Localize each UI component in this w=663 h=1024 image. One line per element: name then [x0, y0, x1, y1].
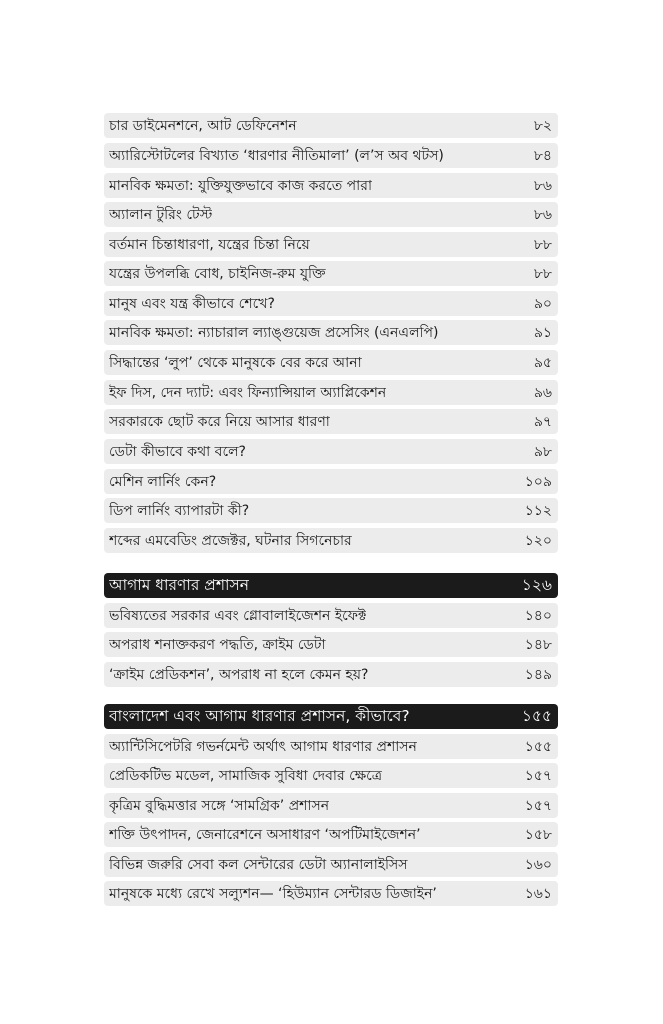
entry-title: সরকারকে ছোট করে নিয়ে আসার ধারণা — [109, 413, 330, 430]
entry-title: শব্দের এমবেডিং প্রজেক্টর, ঘটনার সিগনেচার — [109, 532, 352, 549]
entry-page: ৮৬ — [533, 206, 552, 223]
entry-title: অ্যারিস্টোটলের বিখ্যাত ‘ধারণার নীতিমালা’ (ল’স অব থটস) — [109, 147, 444, 164]
toc-entry — [104, 469, 558, 494]
toc-entry — [104, 822, 558, 847]
entry-page: ১৬০ — [524, 856, 552, 873]
toc-entry — [104, 143, 558, 168]
entry-page: ১৪৮ — [524, 636, 552, 653]
entry-page: ১৫৭ — [524, 797, 552, 814]
entry-page: ১৫৭ — [524, 767, 552, 784]
entry-title: চার ডাইমেনশনে, আট ডেফিনেশন — [109, 117, 297, 134]
entry-page: ১৫৫ — [524, 738, 552, 755]
toc-entry — [104, 439, 558, 464]
entry-title: যন্ত্রের উপলব্ধি বোধ, চাইনিজ-রুম যুক্তি — [109, 265, 326, 282]
toc-entry — [104, 603, 558, 628]
toc-entry — [104, 113, 558, 138]
entry-title: ইফ দিস, দেন দ্যাট: এবং ফিন্যান্সিয়াল অ্যাপ্লিকেশন — [109, 384, 387, 401]
entry-title: অপরাধ শনাক্তকরণ পদ্ধতি, ক্রাইম ডেটা — [109, 636, 326, 653]
toc-entry — [104, 734, 558, 759]
entry-page: ১২০ — [524, 532, 552, 549]
toc-entry — [104, 793, 558, 818]
entry-page: ১৪০ — [524, 607, 552, 624]
entry-title: বর্তমান চিন্তাধারণা, যন্ত্রের চিন্তা নিয়ে — [109, 236, 310, 253]
entry-page: ৮৮ — [533, 236, 552, 253]
chapter-header — [104, 573, 558, 598]
entry-page: ৮২ — [533, 117, 552, 134]
entry-title: অ্যান্টিসিপেটরি গভর্নমেন্ট অর্থাৎ আগাম ধারণার প্রশাসন — [109, 738, 417, 755]
chapter-page: ১২৬ — [521, 575, 552, 594]
entry-page: ৯৭ — [533, 413, 552, 430]
entry-title: কৃত্রিম বুদ্ধিমত্তার সঙ্গে ‘সামগ্রিক’ প্রশাসন — [109, 797, 330, 814]
entry-page: ৯৬ — [533, 384, 552, 401]
entry-page: ৯৫ — [533, 354, 552, 371]
entry-page: ৯৮ — [533, 443, 552, 460]
toc-entry — [104, 350, 558, 375]
entry-page: ৮৪ — [533, 147, 552, 164]
entry-page: ৯০ — [533, 295, 552, 312]
entry-title: ডিপ লার্নিং ব্যাপারটা কী? — [109, 502, 250, 519]
toc-entry — [104, 632, 558, 657]
entry-title: মানুষ এবং যন্ত্র কীভাবে শেখে? — [109, 295, 275, 312]
entry-page: ১৪৯ — [524, 666, 552, 683]
entry-page: ১৬১ — [524, 885, 552, 902]
entry-title: মানবিক ক্ষমতা: যুক্তিযুক্তভাবে কাজ করতে পারা — [109, 177, 373, 194]
toc-entry — [104, 852, 558, 877]
toc-entry — [104, 380, 558, 405]
toc-entry — [104, 261, 558, 286]
toc-entry — [104, 173, 558, 198]
toc-entry — [104, 320, 558, 345]
toc-entry — [104, 662, 558, 687]
entry-title: মানবিক ক্ষমতা: ন্যাচারাল ল্যাঙ্গুয়েজ প্রসেসিং (এনএলপি) — [109, 324, 439, 341]
toc-entry — [104, 763, 558, 788]
entry-page: ৮৮ — [533, 265, 552, 282]
entry-title: বিভিন্ন জরুরি সেবা কল সেন্টারের ডেটা অ্যানালাইসিস — [109, 856, 408, 873]
toc-entry — [104, 528, 558, 553]
entry-page: ৯১ — [533, 324, 552, 341]
chapter-title: আগাম ধারণার প্রশাসন — [109, 575, 250, 594]
entry-page: ১০৯ — [524, 473, 552, 490]
toc-entry — [104, 881, 558, 906]
entry-title: প্রেডিকটিভ মডেল, সামাজিক সুবিধা দেবার ক্ষেত্রে — [109, 767, 383, 784]
entry-title: মেশিন লার্নিং কেন? — [109, 473, 217, 490]
toc-entry — [104, 202, 558, 227]
toc-entry — [104, 291, 558, 316]
entry-page: ৮৬ — [533, 177, 552, 194]
entry-title: শক্তি উৎপাদন, জেনারেশনে অসাধারণ ‘অপটিমাইজেশন’ — [109, 826, 421, 843]
entry-title: অ্যালান টুরিং টেস্ট — [109, 206, 213, 223]
entry-page: ১৫৮ — [524, 826, 552, 843]
entry-title: সিদ্ধান্তের ‘লুপ’ থেকে মানুষকে বের করে আনা — [109, 354, 362, 371]
entry-title: ‘ক্রাইম প্রেডিকশন’, অপরাধ না হলে কেমন হয়? — [109, 666, 369, 683]
entry-title: মানুষকে মধ্যে রেখে সল্যুশন— ‘হিউম্যান সেন্টারড ডিজাইন’ — [109, 885, 437, 902]
entry-title: ডেটা কীভাবে কথা বলে? — [109, 443, 246, 460]
toc-entry — [104, 409, 558, 434]
entry-page: ১১২ — [524, 502, 552, 519]
toc-entry — [104, 232, 558, 257]
toc-entry — [104, 498, 558, 523]
entry-title: ভবিষ্যতের সরকার এবং গ্লোবালাইজেশন ইফেক্ট — [109, 607, 367, 624]
chapter-page: ১৫৫ — [521, 706, 552, 725]
chapter-title: বাংলাদেশ এবং আগাম ধারণার প্রশাসন, কীভাবে? — [109, 706, 410, 725]
chapter-header — [104, 704, 558, 729]
